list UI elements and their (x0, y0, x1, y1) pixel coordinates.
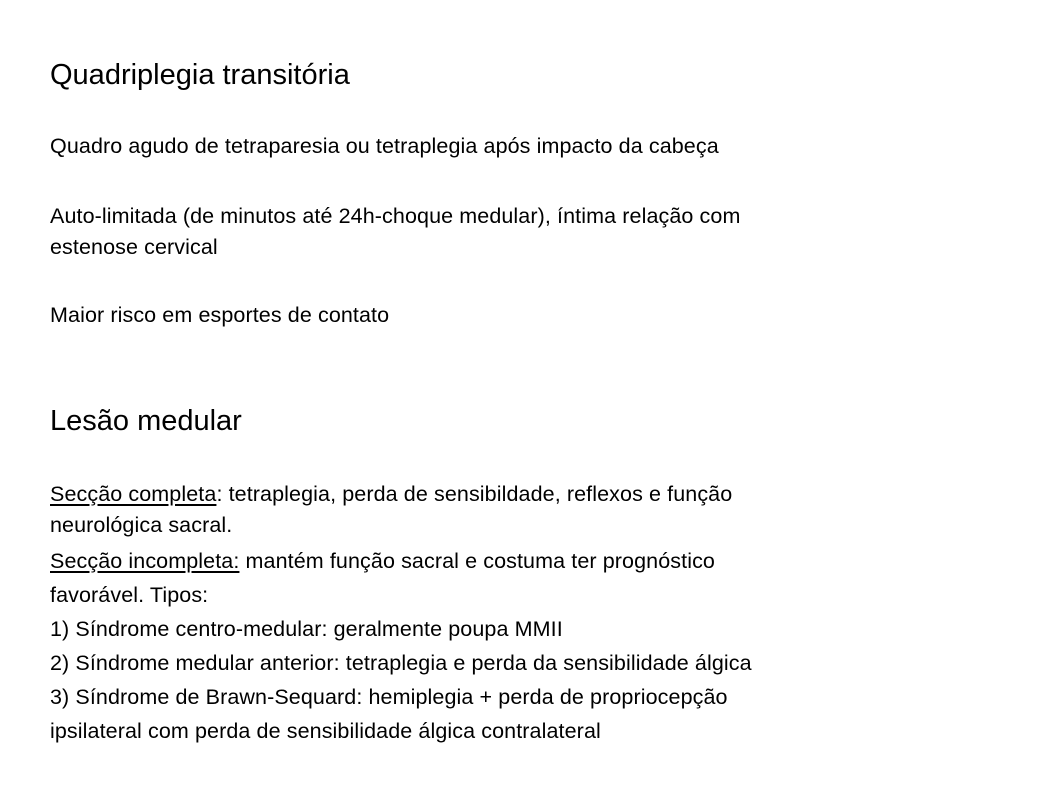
label-seccao-completa: Secção completa (50, 482, 217, 506)
text-seccao-incompleta-desc: mantém função sacral e costuma ter prognóstico (239, 549, 715, 573)
list-item-sindrome-centro-medular: 1) Síndrome centro-medular: geralmente poupa MMII (50, 617, 563, 641)
section-title-lesao-medular: Lesão medular (50, 405, 242, 437)
text-seccao-incompleta-cont: favorável. Tipos: (50, 583, 209, 607)
text-seccao-incompleta (50, 546, 715, 577)
list-item-sindrome-medular-anterior: 2) Síndrome medular anterior: tetraplegia e perda da sensibilidade álgica (50, 651, 752, 675)
text-seccao-completa-cont: neurológica sacral. (50, 513, 233, 537)
text-maior-risco: Maior risco em esportes de contato (50, 303, 390, 327)
text-seccao-completa-desc: : tetraplegia, perda de sensibildade, reflexos e função (216, 482, 733, 506)
text-estenose: estenose cervical (50, 235, 218, 259)
text-auto-limitada: Auto-limitada (de minutos até 24h-choque medular), íntima relação com (50, 204, 741, 228)
section-title-quadriplegia: Quadriplegia transitória (50, 59, 350, 91)
text-quadro-agudo: Quadro agudo de tetraparesia ou tetraplegia após impacto da cabeça (50, 134, 719, 158)
text-seccao-completa (50, 479, 732, 510)
list-item-sindrome-brawn-sequard: 3) Síndrome de Brawn-Sequard: hemiplegia + perda de propriocepção (50, 685, 728, 709)
list-item-sindrome-brawn-sequard-cont: ipsilateral com perda de sensibilidade álgica contralateral (50, 719, 601, 743)
label-seccao-incompleta: Secção incompleta: (50, 549, 240, 573)
